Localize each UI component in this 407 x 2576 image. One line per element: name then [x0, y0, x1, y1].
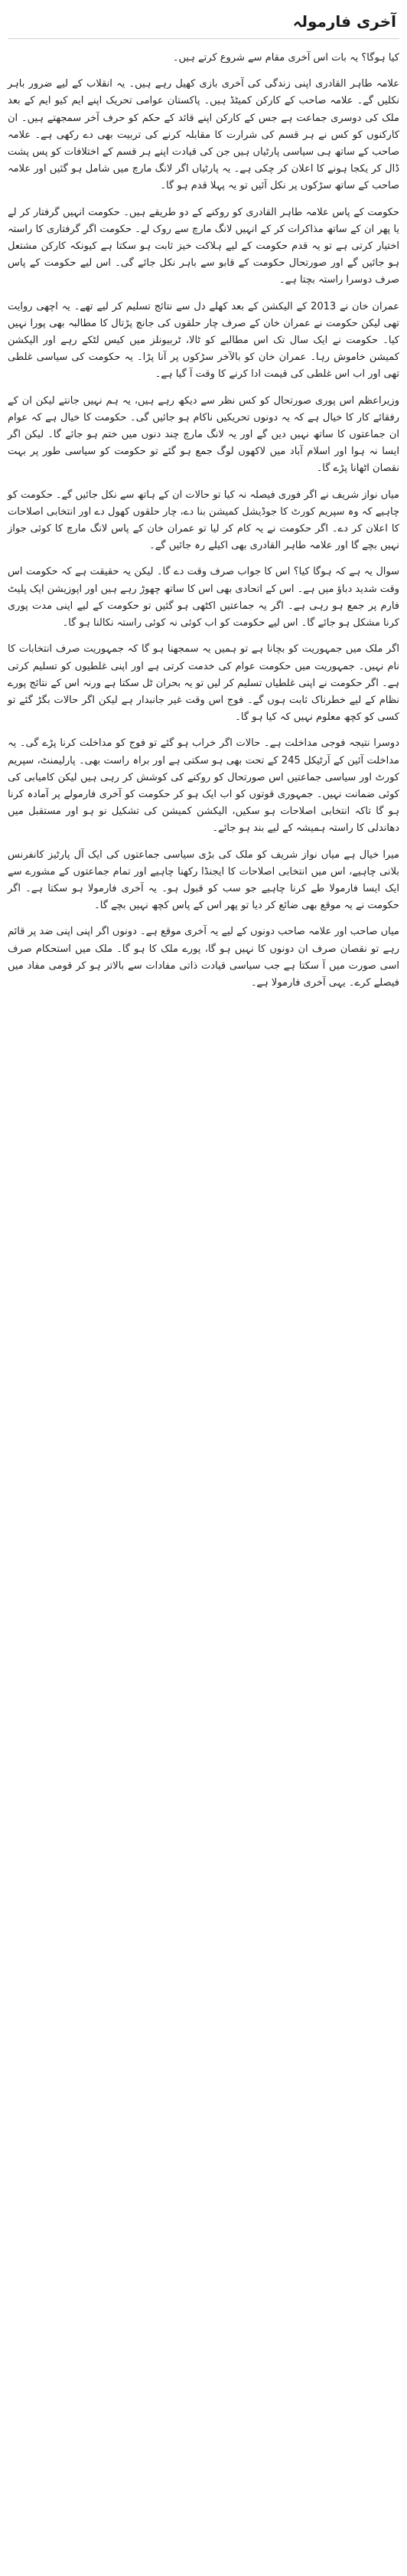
- article-paragraph-11: میاں صاحب اور علامہ صاحب دونوں کے لیے یہ آخری موقع ہے۔ دونوں اگر اپنی اپنی ضد پر قائم رہے تو نقصان صرف ان دونوں کا نہیں ہو گا، پورے ملک کا ہو گا۔ ملک میں استحکام صرف اسی صورت میں آ سکتا ہے جب سیاسی قیادت ذاتی مفادات سے بالاتر ہو کر قومی مفاد میں فیصلے کرے۔ یہی آخری فارمولا ہے۔: [8, 926, 399, 989]
- article-paragraph-1: کیا ہوگا؟ یہ بات اس آخری مقام سے شروع کرتے ہیں۔: [172, 52, 399, 64]
- article-paragraph-10: میرا خیال ہے میاں نواز شریف کو ملک کی بڑی سیاسی جماعتوں کی ایک آل پارٹیز کانفرنس بلانی چاہیے، اس میں انتخابی اصلاحات کا ایجنڈا رکھنا چاہیے اور تمام جماعتوں کے مشورے سے ایک ایسا فارمولا طے کرنا چاہیے جو سب کو قبول ہو۔ یہ آخری فارمولا ہو سکتا ہے۔ اگر حکومت نے یہ موقع بھی ضائع کر دیا تو پھر اس کے پاس کچھ نہیں بچے گا۔: [8, 848, 399, 912]
- article-paragraph-2: علامہ طاہر القادری اپنی زندگی کی آخری بازی کھیل رہے ہیں۔ یہ انقلاب کے لیے ضرور باہر نکلیں گے۔ علامہ صاحب کے کارکن کمیٹڈ ہیں۔ پاکستان عوامی تحریک اپنے ایم کیو ایم کے بعد ملک کی دوسری جماعت ہے جس کے کارکن اپنے قائد کے حکم کو حرف آخر سمجھتے ہیں۔ ان کارکنوں کو کس نے ہر قسم کی شرارت کا مقابلہ کرنے کی تربیت بھی دے رکھی ہے۔ علامہ صاحب کے ساتھ ہی سیاسی پارٹیاں ہیں جن کی قیادت اپنے ہر قسم کے اختلافات کو پس پشت ڈال کر یکجا ہونے کا اعلان کر چکی ہے۔ یہ پارٹیاں اگر لانگ مارچ میں شامل ہو گئیں اور علامہ صاحب کے ساتھ سڑکوں پر نکل آئیں تو یہ پہلا قدم ہو گا۔: [8, 78, 399, 192]
- article-paragraph-6: میاں نواز شریف نے اگر فوری فیصلہ نہ کیا تو حالات ان کے ہاتھ سے نکل جائیں گے۔ حکومت کو چاہیے کہ وہ سپریم کورٹ کا جوڈیشل کمیشن بنا دے، چار حلقوں کھول دے اور انتخابی اصلاحات کا اعلان کر دے۔ اگر حکومت نے یہ کام کر لیا تو عمران خان کے پاس لانگ مارچ کا کوئی جواز نہیں بچے گا اور علامہ طاہر القادری بھی اکیلے رہ جائیں گے۔: [8, 489, 399, 552]
- article-paragraph-9: دوسرا نتیجہ فوجی مداخلت ہے۔ حالات اگر خراب ہو گئے تو فوج کو مداخلت کرنا پڑے گی۔ یہ مداخلت آئین کے آرٹیکل 245 کے تحت بھی ہو سکتی ہے اور براہ راست بھی۔ پارلیمنٹ، سپریم کورٹ اور سیاسی جماعتیں اس صورتحال کو روکنے کی کوشش کر رہی ہیں لیکن کامیابی کی کوئی ضمانت نہیں۔ جمہوری قوتوں کو اب ایک ہو کر حکومت کو آخری فارمولے پر آمادہ کرنا ہو گا تاکہ انتخابی اصلاحات ہو سکیں، الیکشن کمیشن کی تشکیل نو ہو اور مستقبل میں دھاندلی کا راستہ ہمیشہ کے لیے بند ہو جائے۔: [8, 737, 399, 835]
- article-paragraph-3: حکومت کے پاس علامہ طاہر القادری کو روکنے کے دو طریقے ہیں۔ حکومت انہیں گرفتار کر لے یا پھر ان کے ساتھ مذاکرات کر کے انہیں لانگ مارچ سے روک لے۔ حکومت اگر گرفتاری کا راستہ اختیار کرتی ہے تو یہ قدم حکومت کے لیے ہلاکت خیز ثابت ہو سکتا ہے کیونکہ کارکن مشتعل ہو جائیں گے اور صورتحال حکومت کے قابو سے باہر نکل جائے گی۔ اس لیے حکومت کے پاس صرف دوسرا راستہ بچتا ہے۔: [8, 206, 399, 286]
- article-paragraph-5: وزیراعظم اس پوری صورتحال کو کس نظر سے دیکھ رہے ہیں، یہ ہم نہیں جانتے لیکن ان کے رفقائے کار کا خیال ہے کہ یہ دونوں تحریکیں ناکام ہو جائیں گی۔ حکومت کا خیال ہے کہ عوام ان جماعتوں کا ساتھ نہیں دیں گے اور یہ لانگ مارچ چند دنوں میں ختم ہو جائے گا۔ لیکن اگر ایسا نہ ہوا اور اسلام آباد میں لاکھوں لوگ جمع ہو گئے تو حکومت کو سیاسی طور پر بہت نقصان اٹھانا پڑے گا۔: [8, 394, 399, 475]
- article-paragraph-4: عمران خان نے 2013 کے الیکشن کے بعد کھلے دل سے نتائج تسلیم کر لیے تھے۔ یہ اچھی روایت تھی لیکن حکومت نے عمران خان کے صرف چار حلقوں کی جانچ پڑتال کا مطالبہ بھی پورا نہیں کیا۔ حکومت نے ایک سال تک اس مطالبے کو ٹالا، ٹربیونلز میں کیس لٹکے رہے اور الیکشن کمیشن خاموش رہا۔ عمران خان کو بالآخر سڑکوں پر آنا پڑا۔ یہ حکومت کی سیاسی غلطی تھی اور اب اس غلطی کی قیمت ادا کرنے کا وقت آ گیا ہے۔: [8, 300, 400, 381]
- article-paragraph-7: سوال یہ ہے کہ ہوگا کیا؟ اس کا جواب صرف وقت دے گا۔ لیکن یہ حقیقت ہے کہ حکومت اس وقت شدید دباؤ میں ہے۔ اس کے اتحادی بھی اس کا ساتھ چھوڑ رہے ہیں اور اپوزیشن ایک پلیٹ فارم پر جمع ہو رہی ہے۔ اگر یہ جماعتیں اکٹھی ہو گئیں تو حکومت کے لیے اپنی مدت پوری کرنا مشکل ہو جائے گا۔ اس لیے حکومت کو اب کوئی نہ کوئی راستہ نکالنا ہو گا۔: [8, 566, 399, 629]
- article: [8, 6, 399, 1001]
- article-title: آخری فارمولہ: [292, 12, 396, 31]
- article-paragraph-8: اگر ملک میں جمہوریت کو بچانا ہے تو ہمیں یہ سمجھنا ہو گا کہ جمہوریت صرف انتخابات کا نام نہیں۔ جمہوریت میں حکومت عوام کی خدمت کرتی ہے اور اپنی غلطیوں کو تسلیم کرتی ہے۔ اگر حکومت نے اپنی غلطیاں تسلیم کر لیں تو یہ بحران ٹل سکتا ہے ورنہ اس کے نتائج پورے نظام کے لیے خطرناک ثابت ہوں گے۔ فوج اس وقت غیر جانبدار ہے لیکن اگر حالات بگڑ گئے تو کسی کو کچھ معلوم نہیں کہ کیا ہو گا۔: [8, 643, 399, 724]
- title-bar: [8, 6, 399, 39]
